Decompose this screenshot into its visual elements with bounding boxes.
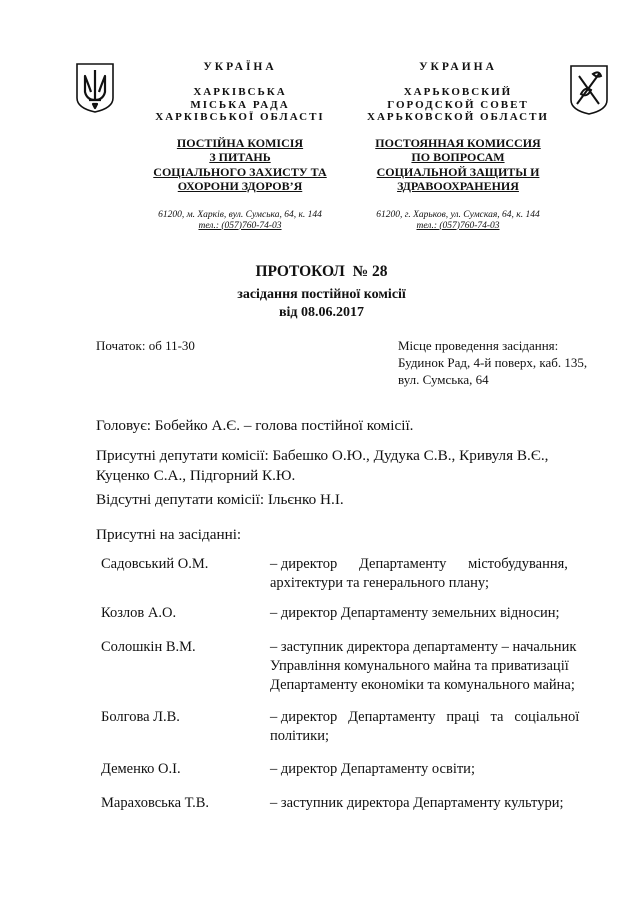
header-ukrainian — [115, 60, 365, 232]
coat-of-arms-ukraine-icon — [75, 62, 115, 114]
attendee-position: – заступник директора Департаменту культури; — [270, 795, 564, 811]
council-name: ХАРЬКОВСКИЙ ГОРОДСКОЙ СОВЕТ ХАРЬКОВСКОЙ ОБЛАСТИ — [367, 86, 549, 123]
chair-line: Головує: Бобейко А.Є. – голова постійної комісії. — [96, 417, 414, 434]
committee-name: ПОСТІЙНА КОМІСІЯ З ПИТАНЬ СОЦІАЛЬНОГО ЗАХИСТУ ТА ОХОРОНИ ЗДОРОВ’Я — [153, 135, 327, 193]
committee-phone: тел.: (057)760-74-03 — [198, 220, 282, 231]
attendee-position: – директор Департаменту містобудування, архітектури та генерального плану; — [270, 556, 568, 591]
attendee-name: Болгова Л.В. — [101, 709, 180, 725]
protocol-date: від 08.06.2017 — [278, 305, 365, 320]
meeting-start: Початок: об 11-30 — [96, 338, 195, 353]
present-deputies: Присутні депутати комісії: Бабешко О.Ю., Дудука С.В., Кривуля В.Є., Куценко С.А., Підгорний К.Ю. — [96, 447, 549, 484]
header-russian — [333, 60, 583, 232]
attendee-name: Козлов А.О. — [101, 605, 177, 621]
attendee-position: – заступник директора департаменту – начальник Управління комунального майна та приватизації Департаменту економіки та комунального майна; — [270, 639, 577, 693]
attendees-heading: Присутні на засіданні: — [96, 526, 242, 543]
protocol-title: ПРОТОКОЛ № 28 — [255, 263, 388, 280]
committee-address: 61200, м. Харків, вул. Сумська, 64, к. 144 тел.: (057)760-74-03 — [115, 210, 365, 232]
attendee-name: Садовський О.М. — [101, 556, 209, 572]
protocol-subtitle: засідання постійної комісії — [237, 287, 406, 302]
attendee-name: Деменко О.І. — [101, 761, 181, 777]
attendee-position: – директор Департаменту освіти; — [270, 761, 475, 777]
country-name: УКРАЇНА — [203, 61, 277, 73]
attendee-position: – директор Департаменту праці та соціальної політики; — [270, 709, 580, 744]
country-name: УКРАИНА — [419, 61, 497, 73]
attendee-name: Солошкін В.М. — [101, 639, 196, 655]
meeting-venue: Місце проведення засідання: Будинок Рад, 4-й поверх, каб. 135, вул. Сумська, 64 — [398, 338, 588, 387]
attendee-name: Мараховська Т.В. — [101, 795, 209, 811]
committee-name: ПОСТОЯННАЯ КОМИССИЯ ПО ВОПРОСАМ СОЦИАЛЬНОЙ ЗАЩИТЫ И ЗДРАВООХРАНЕНИЯ — [375, 135, 541, 193]
committee-address: 61200, г. Харьков, ул. Сумская, 64, к. 144 тел.: (057)760-74-03 — [333, 210, 583, 232]
council-name: ХАРКІВСЬКА МІСЬКА РАДА ХАРКІВСЬКОЇ ОБЛАСТІ — [155, 86, 325, 123]
absent-deputies: Відсутні депутати комісії: Ільєнко Н.І. — [96, 491, 344, 508]
attendee-position: – директор Департаменту земельних відносин; — [270, 605, 560, 621]
committee-phone: тел.: (057)760-74-03 — [416, 220, 500, 231]
protocol-title-block — [0, 262, 643, 322]
